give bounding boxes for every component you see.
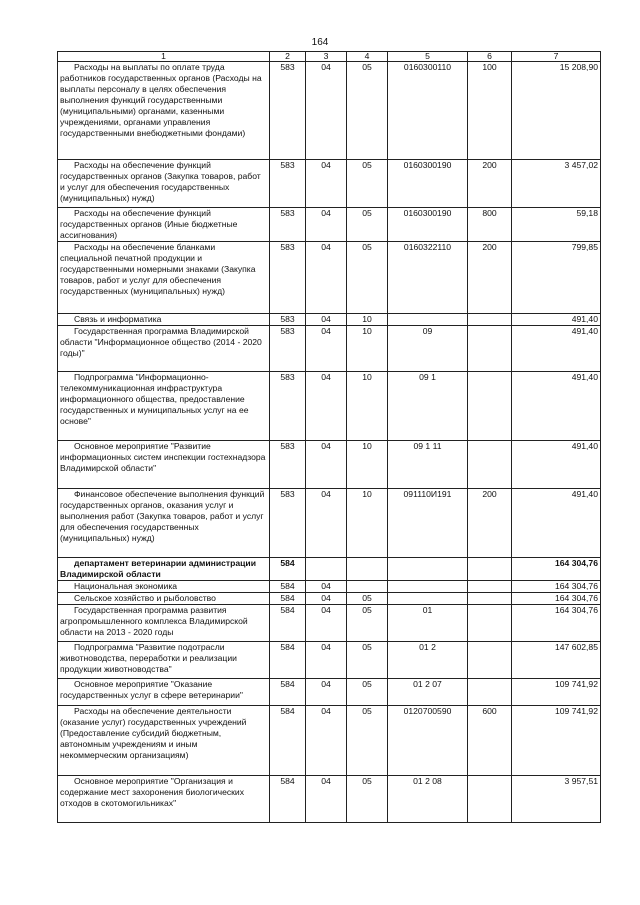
cell-ved: 583	[270, 441, 306, 489]
cell-name: Расходы на обеспечение функций государственных органов (Закупка товаров, работ и услуг для обеспечения государственных (муниципальных) нужд)	[58, 160, 270, 208]
cell-name: Расходы на выплаты по оплате труда работников государственных органов (Расходы на выплаты персоналу в целях обеспечения выполнения функций государственными (муниципальными) органами, казенными учреждениями, органами управления государственными внебюджетными фондами)	[58, 62, 270, 160]
cell-ved: 584	[270, 706, 306, 776]
cell-vr	[468, 558, 512, 581]
cell-vr	[468, 593, 512, 605]
cell-rz: 04	[306, 489, 347, 558]
cell-vr: 800	[468, 208, 512, 242]
cell-pr: 05	[347, 679, 388, 706]
table-row	[58, 679, 601, 706]
cell-rz: 04	[306, 326, 347, 372]
cell-sum: 109 741,92	[512, 679, 601, 706]
col-header-csr: 5	[388, 52, 468, 62]
cell-sum: 3 457,02	[512, 160, 601, 208]
cell-sum: 491,40	[512, 441, 601, 489]
cell-ved: 584	[270, 558, 306, 581]
col-header-pr: 4	[347, 52, 388, 62]
cell-csr: 01	[388, 605, 468, 642]
cell-rz	[306, 558, 347, 581]
cell-sum: 491,40	[512, 372, 601, 441]
cell-vr: 200	[468, 160, 512, 208]
col-header-vr: 6	[468, 52, 512, 62]
cell-sum: 164 304,76	[512, 558, 601, 581]
cell-rz: 04	[306, 160, 347, 208]
cell-ved: 583	[270, 208, 306, 242]
cell-name: Основное мероприятие "Развитие информационных систем инспекции гостехнадзора Владимирской области"	[58, 441, 270, 489]
table-row	[58, 372, 601, 441]
cell-name: Основное мероприятие "Оказание государственных услуг в сфере ветеринарии"	[58, 679, 270, 706]
cell-csr	[388, 314, 468, 326]
cell-ved: 583	[270, 489, 306, 558]
cell-ved: 584	[270, 581, 306, 593]
cell-name: Расходы на обеспечение функций государственных органов (Иные бюджетные ассигнования)	[58, 208, 270, 242]
cell-pr: 05	[347, 242, 388, 314]
cell-vr: 200	[468, 489, 512, 558]
cell-name: Подпрограмма "Развитие подотрасли животноводства, переработки и реализации продукции животноводства"	[58, 642, 270, 679]
cell-pr	[347, 581, 388, 593]
cell-vr	[468, 679, 512, 706]
cell-csr: 09	[388, 326, 468, 372]
cell-sum: 164 304,76	[512, 581, 601, 593]
table-row	[58, 489, 601, 558]
cell-rz: 04	[306, 314, 347, 326]
table-row	[58, 605, 601, 642]
cell-pr: 05	[347, 593, 388, 605]
cell-name: Государственная программа развития агропромышленного комплекса Владимирской области на 2013 - 2020 годы	[58, 605, 270, 642]
cell-pr: 05	[347, 62, 388, 160]
cell-name: Национальная экономика	[58, 581, 270, 593]
cell-rz: 04	[306, 679, 347, 706]
table-row	[58, 242, 601, 314]
cell-ved: 583	[270, 326, 306, 372]
cell-sum: 109 741,92	[512, 706, 601, 776]
cell-vr	[468, 581, 512, 593]
cell-name: Государственная программа Владимирской области "Информационное общество (2014 - 2020 годы)"	[58, 326, 270, 372]
cell-pr: 10	[347, 314, 388, 326]
cell-name: Подпрограмма "Информационно-телекоммуникационная инфраструктура информационного общества, предоставление государственных и муниципальных услуг на ее основе"	[58, 372, 270, 441]
cell-vr	[468, 441, 512, 489]
cell-vr: 100	[468, 62, 512, 160]
table-row	[58, 62, 601, 160]
cell-csr: 091110И191	[388, 489, 468, 558]
cell-name: Основное мероприятие "Организация и содержание мест захоронения биологических отходов в скотомогильниках"	[58, 776, 270, 823]
cell-vr	[468, 642, 512, 679]
cell-rz: 04	[306, 441, 347, 489]
cell-rz: 04	[306, 208, 347, 242]
cell-pr: 05	[347, 605, 388, 642]
cell-csr: 0160300190	[388, 208, 468, 242]
cell-csr: 0160300190	[388, 160, 468, 208]
cell-rz: 04	[306, 372, 347, 441]
table-row	[58, 581, 601, 593]
cell-name: Финансовое обеспечение выполнения функций государственных органов, оказания услуг и выполнения работ (Закупка товаров, работ и услуг для обеспечения государственных (муниципальных) нужд)	[58, 489, 270, 558]
cell-pr: 10	[347, 326, 388, 372]
cell-sum: 3 957,51	[512, 776, 601, 823]
cell-csr	[388, 581, 468, 593]
cell-rz: 04	[306, 62, 347, 160]
cell-ved: 584	[270, 776, 306, 823]
cell-csr: 09 1	[388, 372, 468, 441]
cell-pr: 05	[347, 776, 388, 823]
cell-ved: 583	[270, 372, 306, 441]
cell-sum: 147 602,85	[512, 642, 601, 679]
cell-pr: 10	[347, 372, 388, 441]
cell-ved: 584	[270, 642, 306, 679]
table-row	[58, 558, 601, 581]
cell-pr: 05	[347, 160, 388, 208]
cell-vr	[468, 372, 512, 441]
cell-csr: 0120700590	[388, 706, 468, 776]
cell-rz: 04	[306, 605, 347, 642]
cell-pr: 10	[347, 441, 388, 489]
cell-ved: 584	[270, 679, 306, 706]
table-row	[58, 326, 601, 372]
page-number: 164	[311, 37, 329, 48]
budget-table	[57, 51, 601, 823]
cell-sum: 164 304,76	[512, 593, 601, 605]
cell-pr: 10	[347, 489, 388, 558]
col-header-ved: 2	[270, 52, 306, 62]
cell-sum: 59,18	[512, 208, 601, 242]
cell-name: Связь и информатика	[58, 314, 270, 326]
cell-rz: 04	[306, 776, 347, 823]
cell-rz: 04	[306, 706, 347, 776]
cell-sum: 164 304,76	[512, 605, 601, 642]
cell-csr: 09 1 11	[388, 441, 468, 489]
cell-sum: 491,40	[512, 314, 601, 326]
table-row	[58, 776, 601, 823]
cell-ved: 584	[270, 605, 306, 642]
table-row	[58, 642, 601, 679]
cell-csr	[388, 558, 468, 581]
cell-vr: 200	[468, 242, 512, 314]
cell-ved: 584	[270, 593, 306, 605]
cell-sum: 491,40	[512, 326, 601, 372]
cell-csr: 0160300110	[388, 62, 468, 160]
cell-pr: 05	[347, 706, 388, 776]
cell-rz: 04	[306, 581, 347, 593]
cell-vr	[468, 605, 512, 642]
cell-sum: 15 208,90	[512, 62, 601, 160]
col-header-name: 1	[58, 52, 270, 62]
cell-vr: 600	[468, 706, 512, 776]
cell-ved: 583	[270, 160, 306, 208]
cell-name: департамент ветеринарии администрации Владимирской области	[58, 558, 270, 581]
table-row	[58, 314, 601, 326]
col-header-rz: 3	[306, 52, 347, 62]
cell-name: Сельское хозяйство и рыболовство	[58, 593, 270, 605]
cell-csr: 0160322110	[388, 242, 468, 314]
table-row	[58, 706, 601, 776]
header-row	[58, 52, 601, 62]
cell-ved: 583	[270, 314, 306, 326]
cell-ved: 583	[270, 242, 306, 314]
cell-vr	[468, 776, 512, 823]
cell-csr	[388, 593, 468, 605]
cell-rz: 04	[306, 642, 347, 679]
col-header-sum: 7	[512, 52, 601, 62]
table-row	[58, 441, 601, 489]
cell-pr: 05	[347, 642, 388, 679]
cell-sum: 491,40	[512, 489, 601, 558]
table-row	[58, 593, 601, 605]
table-row	[58, 208, 601, 242]
cell-ved: 583	[270, 62, 306, 160]
cell-name: Расходы на обеспечение деятельности (оказание услуг) государственных учреждений (Предоставление субсидий бюджетным, автономным учреждениям и иным некоммерческим организациям)	[58, 706, 270, 776]
cell-csr: 01 2 08	[388, 776, 468, 823]
cell-name: Расходы на обеспечение бланками специальной печатной продукции и государственными номерными знаками (Закупка товаров, работ и услуг для обеспечения государственных (муниципальных) нужд)	[58, 242, 270, 314]
cell-rz: 04	[306, 242, 347, 314]
cell-vr	[468, 326, 512, 372]
cell-vr	[468, 314, 512, 326]
table-row	[58, 160, 601, 208]
cell-pr	[347, 558, 388, 581]
cell-pr: 05	[347, 208, 388, 242]
cell-sum: 799,85	[512, 242, 601, 314]
cell-rz: 04	[306, 593, 347, 605]
table-body	[58, 62, 601, 823]
cell-csr: 01 2	[388, 642, 468, 679]
cell-csr: 01 2 07	[388, 679, 468, 706]
